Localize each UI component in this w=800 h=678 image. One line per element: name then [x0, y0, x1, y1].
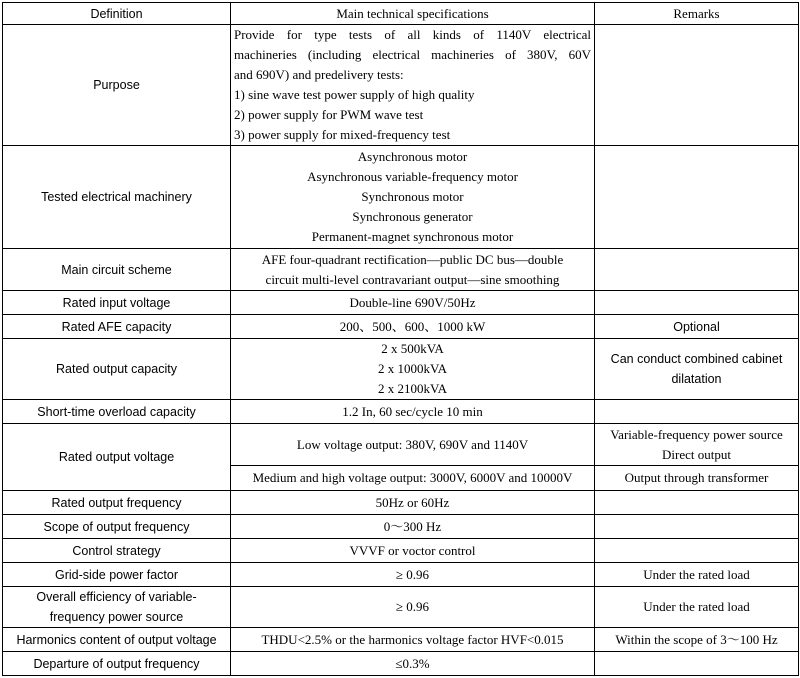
- output-capacity-line-1: 2 x 500kVA: [381, 341, 444, 356]
- afe-capacity-value: 200、500、600、1000 kW: [231, 315, 595, 339]
- output-voltage-low: Low voltage output: 380V, 690V and 1140V: [231, 424, 595, 466]
- output-capacity-line-3: 2 x 2100kVA: [377, 381, 448, 396]
- row-departure: [3, 652, 799, 676]
- circuit-value: [231, 249, 595, 291]
- circuit-remark: [595, 249, 799, 291]
- circuit-label: Main circuit scheme: [3, 249, 231, 291]
- harmonics-value: THDU<2.5% or the harmonics voltage factor HVF<0.015: [231, 628, 595, 652]
- circuit-line-2: circuit multi-level contravariant output—sine smoothing: [265, 271, 560, 287]
- output-voltage-label: Rated output voltage: [3, 424, 231, 491]
- tested-line-1: Asynchronous motor: [357, 149, 468, 164]
- power-factor-value: ≥ 0.96: [231, 563, 595, 587]
- circuit-line-1: AFE four-quadrant rectification—public DC bus—double: [261, 251, 564, 267]
- row-harmonics: [3, 628, 799, 652]
- afe-capacity-remark: Optional: [595, 315, 799, 339]
- output-voltage-medium-remark: Output through transformer: [595, 466, 799, 491]
- row-freq-scope: [3, 515, 799, 539]
- spec-table: [2, 2, 799, 676]
- output-capacity-line-2: 2 x 1000kVA: [377, 361, 448, 376]
- tested-line-4: Synchronous generator: [352, 209, 473, 224]
- efficiency-value: ≥ 0.96: [231, 587, 595, 628]
- header-row: [3, 3, 799, 25]
- input-voltage-remark: [595, 291, 799, 315]
- efficiency-label: [3, 587, 231, 628]
- power-factor-remark: Under the rated load: [595, 563, 799, 587]
- tested-value: [231, 146, 595, 249]
- purpose-line-2: machineries (including electrical machineries of 380V, 60V: [234, 47, 591, 62]
- efficiency-label-line-1: Overall efficiency of variable-: [36, 590, 197, 604]
- purpose-value: [231, 25, 595, 146]
- freq-scope-value: 0～300 Hz: [231, 515, 595, 539]
- departure-remark: [595, 652, 799, 676]
- output-capacity-value: [231, 339, 595, 400]
- purpose-line-6: 3) power supply for mixed-frequency test: [234, 127, 451, 142]
- overload-value: 1.2 In, 60 sec/cycle 10 min: [231, 400, 595, 424]
- row-output-capacity: [3, 339, 799, 400]
- purpose-line-3: and 690V) and predelivery tests:: [234, 67, 404, 82]
- purpose-remark: [595, 25, 799, 146]
- efficiency-remark: Under the rated load: [595, 587, 799, 628]
- tested-line-2: Asynchronous variable-frequency motor: [307, 169, 518, 184]
- header-remarks: Remarks: [595, 3, 799, 25]
- output-capacity-remark-line-2: dilatation: [671, 372, 722, 386]
- efficiency-label-line-2: frequency power source: [49, 610, 184, 624]
- departure-label: Departure of output frequency: [3, 652, 231, 676]
- harmonics-remark: Within the scope of 3～100 Hz: [595, 628, 799, 652]
- header-specifications: Main technical specifications: [231, 3, 595, 25]
- control-label: Control strategy: [3, 539, 231, 563]
- output-capacity-label: Rated output capacity: [3, 339, 231, 400]
- tested-line-5: Permanent-magnet synchronous motor: [311, 229, 514, 244]
- freq-scope-label: Scope of output frequency: [3, 515, 231, 539]
- purpose-line-4: 1) sine wave test power supply of high quality: [234, 87, 475, 102]
- output-capacity-remark-line-1: Can conduct combined cabinet: [610, 352, 783, 366]
- tested-label: Tested electrical machinery: [3, 146, 231, 249]
- output-voltage-medium: Medium and high voltage output: 3000V, 6000V and 10000V: [231, 466, 595, 491]
- row-afe-capacity: [3, 315, 799, 339]
- purpose-line-5: 2) power supply for PWM wave test: [234, 107, 424, 122]
- input-voltage-label: Rated input voltage: [3, 291, 231, 315]
- freq-scope-remark: [595, 515, 799, 539]
- header-definition: Definition: [3, 3, 231, 25]
- output-capacity-remark: [595, 339, 799, 400]
- control-value: VVVF or voctor control: [231, 539, 595, 563]
- purpose-label: Purpose: [3, 25, 231, 146]
- row-input-voltage: [3, 291, 799, 315]
- tested-line-3: Synchronous motor: [361, 189, 464, 204]
- afe-capacity-label: Rated AFE capacity: [3, 315, 231, 339]
- power-factor-label: Grid-side power factor: [3, 563, 231, 587]
- output-frequency-label: Rated output frequency: [3, 491, 231, 515]
- row-power-factor: [3, 563, 799, 587]
- row-tested: [3, 146, 799, 249]
- harmonics-label: Harmonics content of output voltage: [3, 628, 231, 652]
- overload-remark: [595, 400, 799, 424]
- row-output-voltage-low: [3, 424, 799, 466]
- output-voltage-low-remark-line-1: Variable-frequency power source: [610, 426, 783, 442]
- row-efficiency: [3, 587, 799, 628]
- row-output-frequency: [3, 491, 799, 515]
- output-frequency-remark: [595, 491, 799, 515]
- row-purpose: [3, 25, 799, 146]
- input-voltage-value: Double-line 690V/50Hz: [231, 291, 595, 315]
- overload-label: Short-time overload capacity: [3, 400, 231, 424]
- purpose-line-1: Provide for type tests of all kinds of 1140V electrical: [234, 27, 591, 42]
- row-control: [3, 539, 799, 563]
- tested-remark: [595, 146, 799, 249]
- output-voltage-low-remark: [595, 424, 799, 466]
- row-circuit: [3, 249, 799, 291]
- control-remark: [595, 539, 799, 563]
- departure-value: ≤0.3%: [231, 652, 595, 676]
- row-overload: [3, 400, 799, 424]
- output-frequency-value: 50Hz or 60Hz: [231, 491, 595, 515]
- output-voltage-low-remark-line-2: Direct output: [662, 446, 731, 462]
